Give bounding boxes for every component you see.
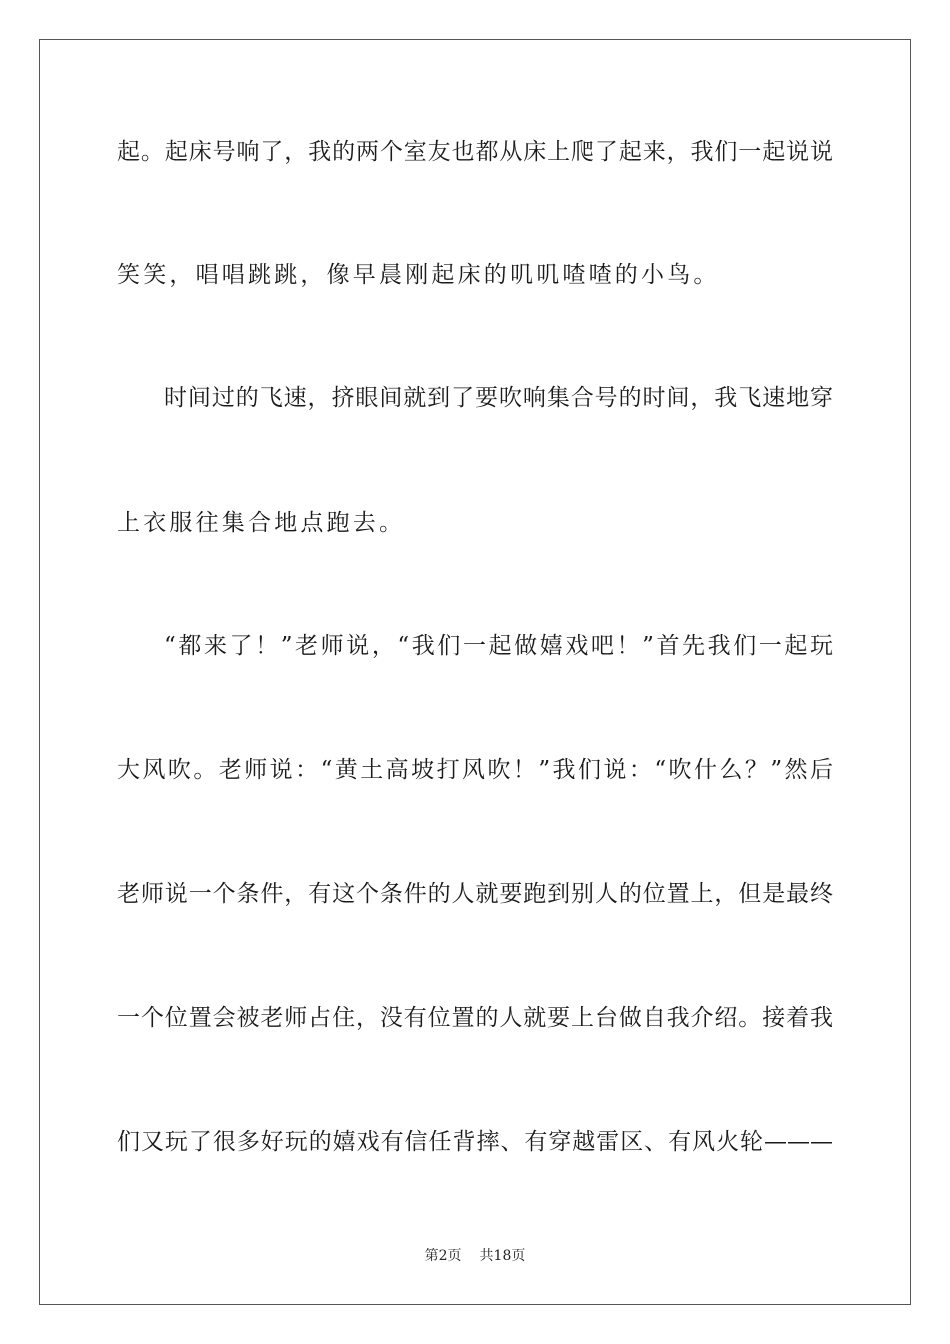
page-border — [39, 39, 911, 1305]
paragraph-line: 大风吹。老师说：“黄土高坡打风吹！”我们说：“吹什么？”然后 — [117, 757, 833, 783]
paragraph-line: 们又玩了很多好玩的嬉戏有信任背摔、有穿越雷区、有风火轮——— — [117, 1129, 833, 1155]
paragraph-line: 起。起床号响了，我的两个室友也都从床上爬了起来，我们一起说说 — [117, 139, 833, 165]
page-total: 共18页 — [479, 1248, 526, 1264]
page-number: 第2页 — [424, 1248, 462, 1264]
paragraph-line: 笑笑，唱唱跳跳，像早晨刚起床的叽叽喳喳的小鸟。 — [117, 262, 720, 288]
paragraph-line: “都来了！”老师说，“我们一起做嬉戏吧！”首先我们一起玩 — [164, 633, 833, 659]
paragraph-line: 一个位置会被老师占住，没有位置的人就要上台做自我介绍。接着我 — [117, 1005, 833, 1031]
paragraph-line: 老师说一个条件，有这个条件的人就要跑到别人的位置上，但是最终 — [117, 881, 833, 907]
paragraph-line: 时间过的飞速，挤眼间就到了要吹响集合号的时间，我飞速地穿 — [164, 385, 833, 411]
page-footer — [0, 1247, 950, 1265]
paragraph-line: 上衣服往集合地点跑去。 — [117, 510, 406, 536]
